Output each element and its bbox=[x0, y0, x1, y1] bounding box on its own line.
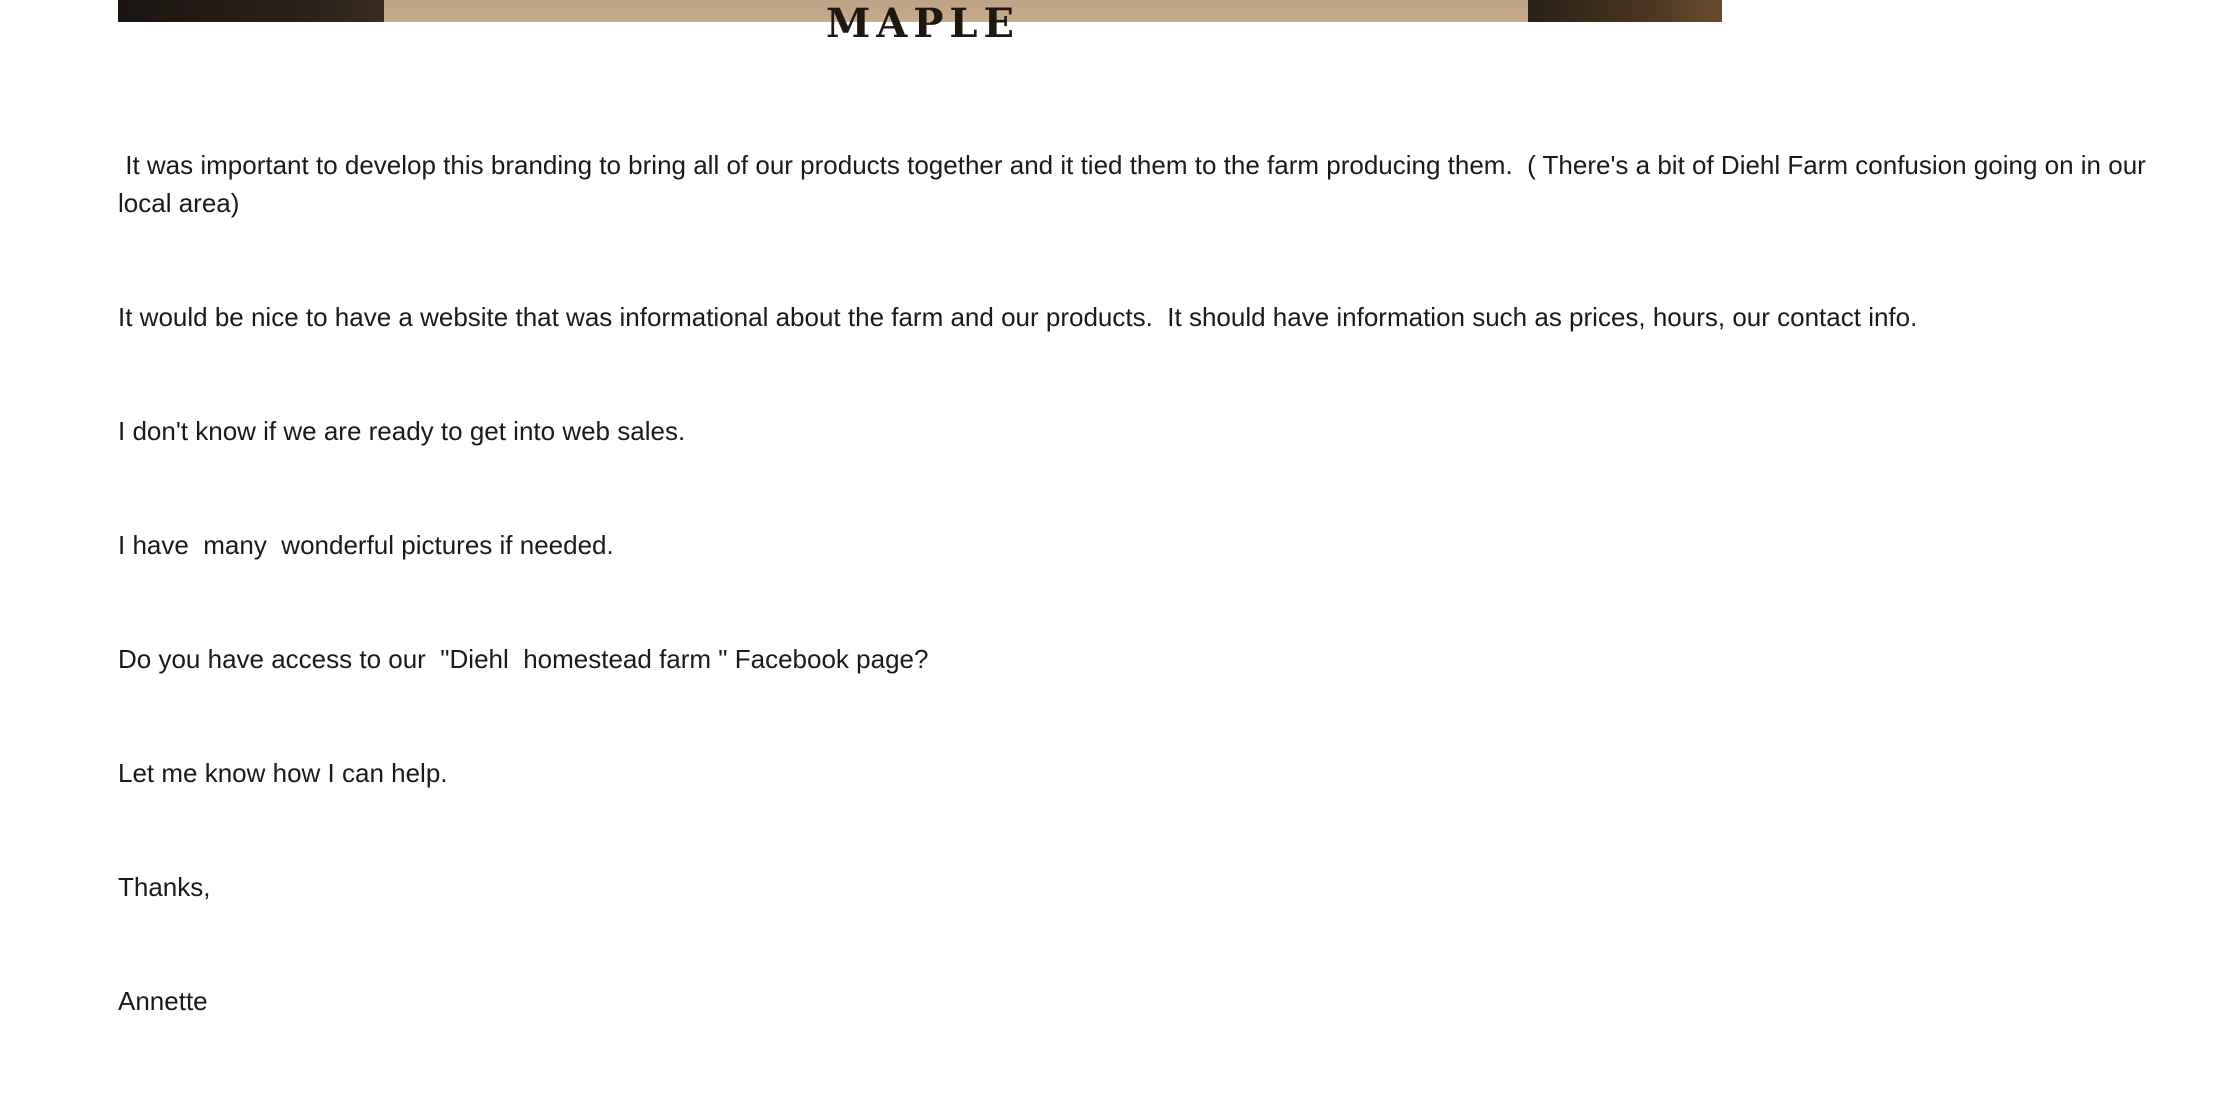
paragraph-branding: It was important to develop this branding to bring all of our products together and it tied them to the farm producing them. ( There's a bit of Diehl Farm confusion going on in our local area) bbox=[118, 150, 2154, 218]
farm-photo-image bbox=[118, 0, 1722, 47]
paragraph-pictures: I have many wonderful pictures if needed. bbox=[118, 530, 614, 560]
sign-lettering: MAPLE bbox=[826, 0, 1021, 47]
paragraph-help: Let me know how I can help. bbox=[118, 758, 448, 788]
signature-name: Annette bbox=[118, 986, 208, 1016]
email-body bbox=[118, 70, 2198, 1096]
paragraph-website: It would be nice to have a website that was informational about the farm and our products. It should have information such as prices, hours, our contact info. bbox=[118, 302, 1918, 332]
paragraph-facebook: Do you have access to our "Diehl homestead farm " Facebook page? bbox=[118, 644, 929, 674]
photo-shadow-left bbox=[118, 0, 384, 22]
photo-shadow-right bbox=[1528, 0, 1722, 22]
signoff-text: Thanks, bbox=[118, 872, 211, 902]
paragraph-web-sales: I don't know if we are ready to get into web sales. bbox=[118, 416, 686, 446]
